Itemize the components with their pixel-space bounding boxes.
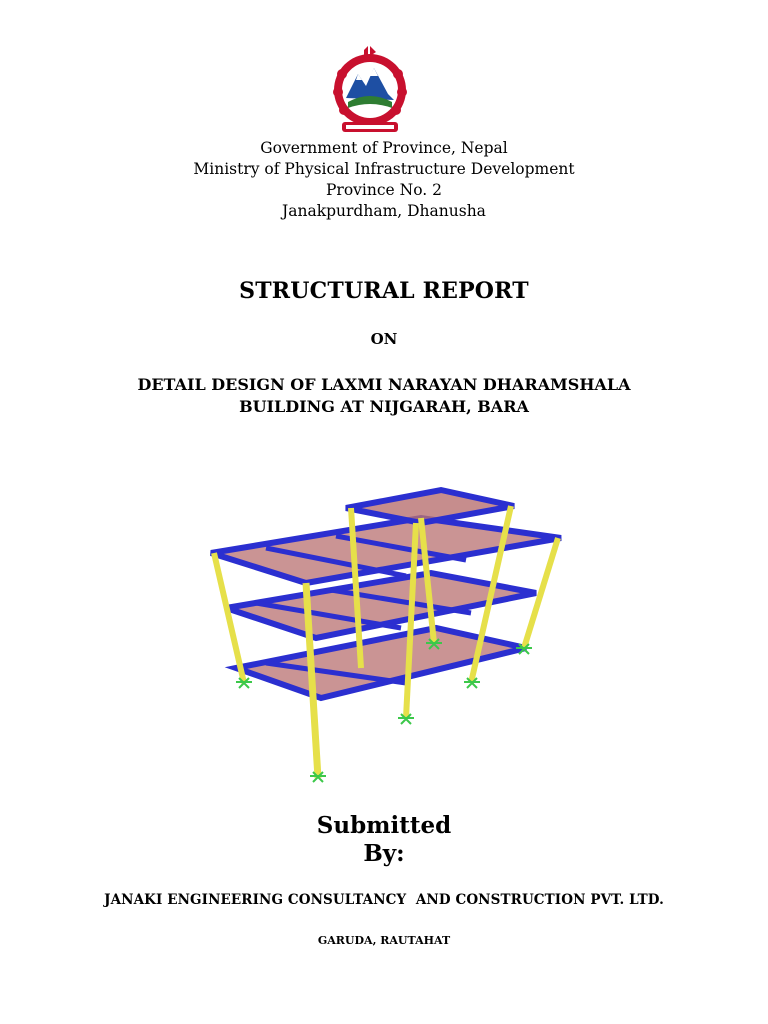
nepal-emblem-icon [328,44,412,138]
report-on: ON [370,330,398,348]
submitted-by [0,812,768,868]
by-label: By: [363,840,405,867]
project-title [0,374,768,418]
company-name: JANAKI ENGINEERING CONSULTANCY AND CONSTRUCTION PVT. LTD. [104,892,664,908]
ministry-line: Ministry of Physical Infrastructure Development [193,160,575,178]
company-location: GARUDA, RAUTAHAT [317,934,451,947]
government-header [0,138,768,222]
government-line: Government of Province, Nepal [260,139,508,157]
city-line: Janakpurdham, Dhanusha [282,202,486,220]
project-line-1: DETAIL DESIGN OF LAXMI NARAYAN DHARAMSHALA [137,375,631,394]
report-title: STRUCTURAL REPORT [239,278,529,304]
province-line: Province No. 2 [326,181,442,199]
structural-3d-model-image [196,478,576,798]
submitted-label: Submitted [316,812,452,839]
project-line-2: BUILDING AT NIJGARAH, BARA [239,397,529,416]
